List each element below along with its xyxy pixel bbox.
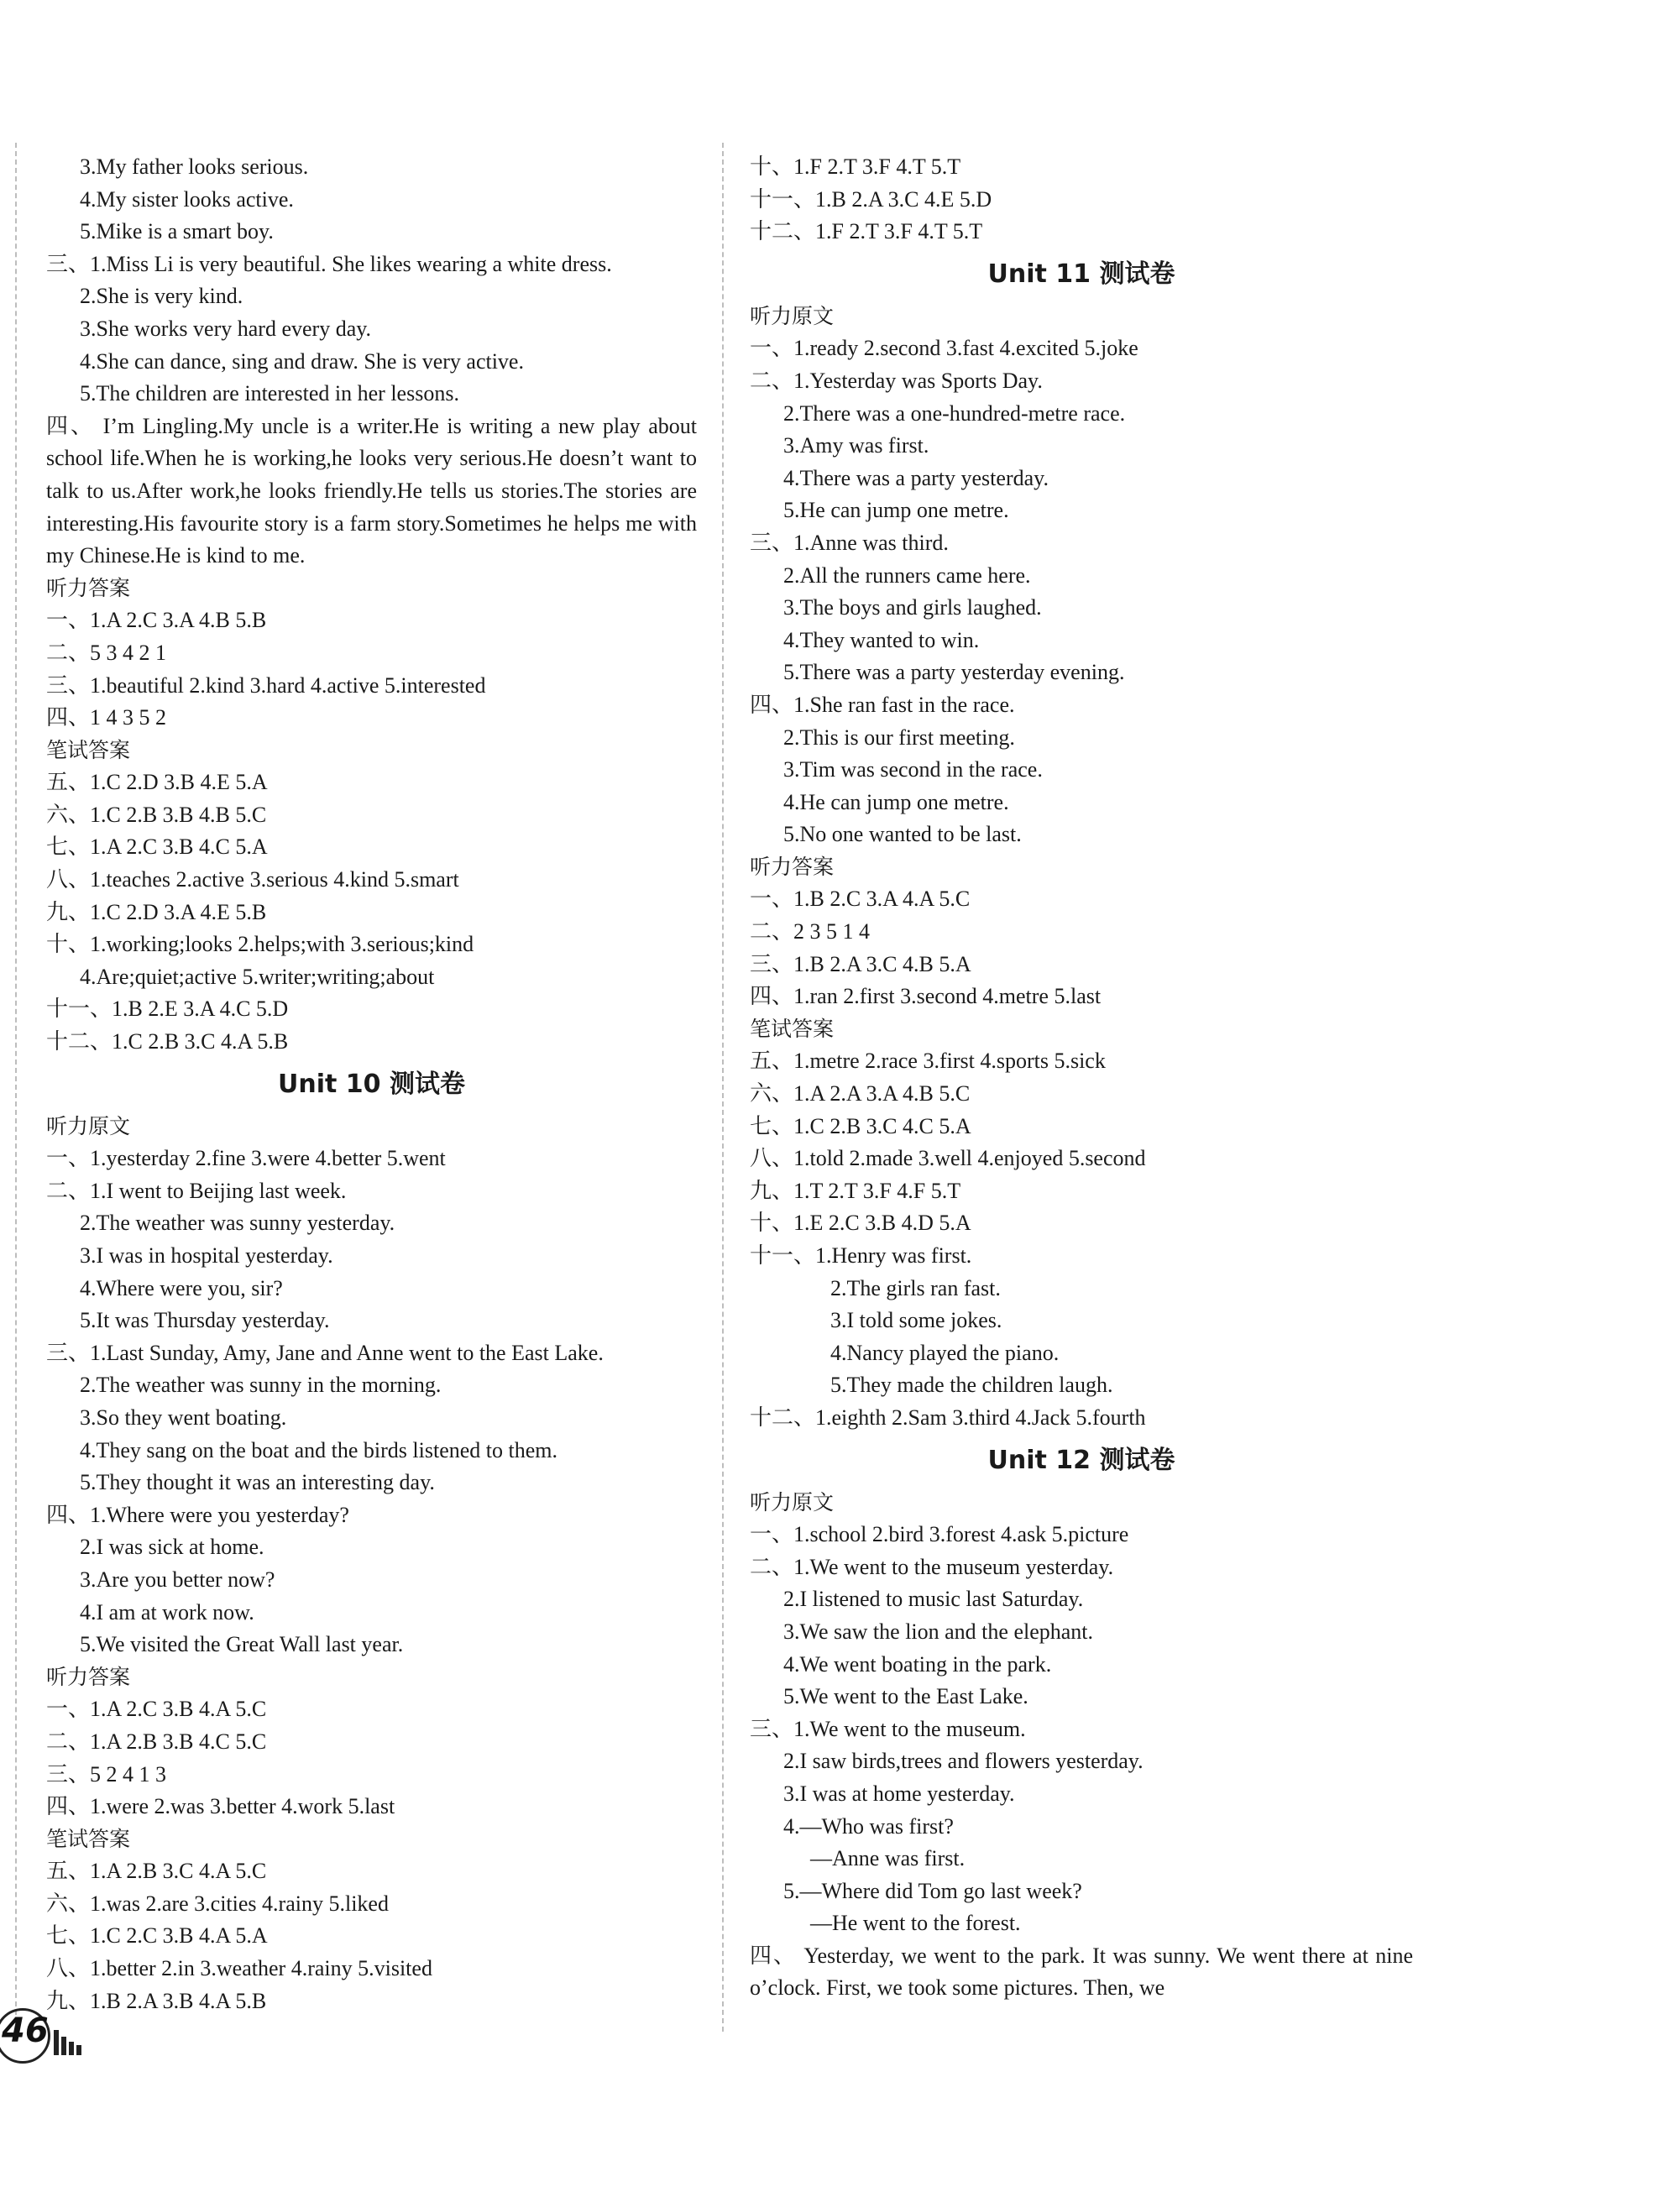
answer-line: 八、1.teaches 2.active 3.serious 4.kind 5.smart: [46, 867, 459, 892]
answer-line: 七、1.C 2.C 3.B 4.A 5.A: [46, 1923, 268, 1949]
unit10-section: [46, 1111, 697, 2018]
answer-line: 九、1.T 2.T 3.F 4.F 5.T: [750, 1178, 961, 1203]
answer-line: 二、1.We went to the museum yesterday.: [750, 1554, 1114, 1579]
answer-line: 十二、1.eighth 2.Sam 3.third 4.Jack 5.fourth: [750, 1405, 1146, 1430]
answer-line: 5.It was Thursday yesterday.: [80, 1308, 330, 1333]
answer-line: 3.I was in hospital yesterday.: [80, 1243, 333, 1268]
answer-line: 一、1.A 2.C 3.B 4.A 5.C: [46, 1697, 267, 1722]
answer-line: 十、1.F 2.T 3.F 4.T 5.T: [750, 154, 961, 179]
unit12-section: [750, 1487, 1413, 1940]
answer-line: 二、1.I went to Beijing last week.: [46, 1178, 347, 1203]
unit9-answer-key: [46, 573, 697, 1059]
answer-line: 3.My father looks serious.: [80, 154, 309, 179]
answer-line: 5.We visited the Great Wall last year.: [80, 1632, 404, 1657]
answer-line: 四、1.were 2.was 3.better 4.work 5.last: [46, 1794, 395, 1819]
answer-line: 3.Are you better now?: [80, 1567, 275, 1592]
answer-line: 3.Amy was first.: [783, 433, 929, 458]
section-heading: 听力原文: [46, 1113, 131, 1138]
answer-line: 八、1.told 2.made 3.well 4.enjoyed 5.second: [750, 1146, 1146, 1171]
answer-line: 六、1.A 2.A 3.A 4.B 5.C: [750, 1081, 971, 1106]
answer-line: 5.They thought it was an interesting day.: [80, 1470, 435, 1495]
answer-line: 九、1.B 2.A 3.B 4.A 5.B: [46, 1988, 267, 2013]
answer-line: 七、1.C 2.B 3.C 4.C 5.A: [750, 1113, 971, 1138]
answer-line: 二、5 3 4 2 1: [46, 640, 167, 665]
answer-line: 4.She can dance, sing and draw. She is very active.: [80, 348, 524, 374]
answer-line: 三、1.Miss Li is very beautiful. She likes wearing a white dress.: [46, 251, 612, 276]
answer-line: 十二、1.F 2.T 3.F 4.T 5.T: [750, 219, 983, 244]
answer-line: 二、1.A 2.B 3.B 4.C 5.C: [46, 1729, 267, 1754]
answer-line: 2.The weather was sunny yesterday.: [80, 1211, 395, 1236]
answer-line: 四、1.She ran fast in the race.: [750, 692, 1015, 717]
answer-line: 三、5 2 4 1 3: [46, 1761, 167, 1787]
answer-line: 一、1.yesterday 2.fine 3.were 4.better 5.went: [46, 1146, 446, 1171]
answer-line: 三、1.We went to the museum.: [750, 1716, 1026, 1741]
unit10-answers-cont: [750, 151, 1413, 248]
answer-line: 一、1.ready 2.second 3.fast 4.excited 5.joke: [750, 336, 1138, 361]
answer-line: 十一、1.B 2.A 3.C 4.E 5.D: [750, 186, 992, 212]
unit10-title: Unit 10 测试卷: [278, 1069, 465, 1099]
answer-line: 5.—Where did Tom go last week?: [783, 1878, 1082, 1903]
answer-line: 四、1.Where were you yesterday?: [46, 1502, 349, 1527]
section-heading: 听力答案: [46, 575, 131, 600]
answer-line: 4.I am at work now.: [80, 1599, 254, 1624]
answer-line: 3.The boys and girls laughed.: [783, 595, 1042, 620]
answer-line: 一、1.A 2.C 3.A 4.B 5.B: [46, 608, 267, 633]
answer-line: 十、1.E 2.C 3.B 4.D 5.A: [750, 1211, 971, 1236]
column-divider: [722, 143, 724, 2032]
answer-line: 四、1.ran 2.first 3.second 4.metre 5.last: [750, 984, 1102, 1009]
answer-line: 四、1 4 3 5 2: [46, 705, 167, 730]
page-number: 46: [2, 2012, 49, 2050]
answer-line: 4.My sister looks active.: [80, 186, 294, 212]
answer-line: 2.She is very kind.: [80, 284, 243, 309]
answer-line: 一、1.B 2.C 3.A 4.A 5.C: [750, 887, 971, 912]
answer-line: 十一、1.Henry was first.: [750, 1243, 972, 1268]
answer-line: 2.All the runners came here.: [783, 562, 1031, 588]
answer-line: 十一、1.B 2.E 3.A 4.C 5.D: [46, 997, 289, 1022]
answer-line: 2.I was sick at home.: [80, 1535, 264, 1560]
page-number-badge: [0, 2005, 92, 2064]
answer-line: 十、1.working;looks 2.helps;with 3.serious;kind: [46, 932, 474, 957]
answer-line: 九、1.C 2.D 3.A 4.E 5.B: [46, 899, 267, 924]
answer-line: 二、1.Yesterday was Sports Day.: [750, 368, 1043, 393]
answer-line: 一、1.school 2.bird 3.forest 4.ask 5.picture: [750, 1522, 1129, 1547]
answer-line: 4.There was a party yesterday.: [783, 465, 1049, 490]
answer-line: —He went to the forest.: [810, 1911, 1021, 1936]
answer-line: 六、1.C 2.B 3.B 4.B 5.C: [46, 802, 267, 827]
right-column: [750, 151, 1413, 2005]
answer-line: 5.Mike is a smart boy.: [80, 219, 274, 244]
answer-line: 5.We went to the East Lake.: [783, 1684, 1028, 1709]
answer-line: 五、1.A 2.B 3.C 4.A 5.C: [46, 1859, 267, 1884]
section-heading: 笔试答案: [46, 737, 131, 762]
answer-line: 七、1.A 2.C 3.B 4.C 5.A: [46, 834, 268, 860]
answer-line: 十二、1.C 2.B 3.C 4.A 5.B: [46, 1029, 289, 1054]
answer-line: 三、1.Anne was third.: [750, 530, 949, 555]
unit12-title: Unit 12 测试卷: [987, 1445, 1175, 1475]
answer-line: 2.I listened to music last Saturday.: [783, 1587, 1084, 1612]
section-heading: 听力原文: [750, 303, 835, 328]
left-column: [46, 151, 697, 2017]
bars-icon: [54, 2030, 84, 2055]
answer-line: 二、2 3 5 1 4: [750, 919, 871, 944]
writing-sample-paragraph: 四、 I’m Lingling.My uncle is a writer.He is writing a new play about school life.When he is working,he looks very serious.He doesn’t want to talk to us.After work,he looks friendly.He tells us stories.The stories are interesting.His favourite story is a farm story.Sometimes he helps me with my Chinese.He is kind to me.: [46, 413, 697, 568]
answer-line: 4.They sang on the boat and the birds listened to them.: [80, 1437, 557, 1462]
answer-line: 3.We saw the lion and the elephant.: [783, 1619, 1094, 1644]
answer-line: 2.This is our first meeting.: [783, 725, 1015, 750]
section-heading: 听力答案: [750, 854, 835, 879]
answer-line: 五、1.metre 2.race 3.first 4.sports 5.sick: [750, 1049, 1106, 1074]
answer-line: 5.No one wanted to be last.: [783, 822, 1022, 847]
answer-line: 3.Tim was second in the race.: [783, 757, 1043, 782]
answer-line: 3.I told some jokes.: [830, 1308, 1002, 1333]
answer-line: 4.Where were you, sir?: [80, 1275, 283, 1300]
unit11-section: [750, 301, 1413, 1435]
answer-line: 三、1.B 2.A 3.C 4.B 5.A: [750, 951, 971, 976]
answer-line: 5.The children are interested in her lessons.: [80, 381, 459, 406]
answer-line: 2.The girls ran fast.: [830, 1275, 1001, 1300]
answer-line: 4.They wanted to win.: [783, 627, 980, 652]
answer-line: 4.—Who was first?: [783, 1813, 954, 1839]
answer-line: 4.Are;quiet;active 5.writer;writing;about: [80, 964, 435, 989]
answer-line: 八、1.better 2.in 3.weather 4.rainy 5.visited: [46, 1956, 432, 1981]
answer-line: 3.So they went boating.: [80, 1405, 287, 1430]
section-heading: 听力原文: [750, 1489, 835, 1515]
answer-line: 4.We went boating in the park.: [783, 1651, 1052, 1677]
answer-line: —Anne was first.: [810, 1846, 966, 1871]
answer-line: 4.Nancy played the piano.: [830, 1340, 1060, 1365]
answer-line: 5.They made the children laugh.: [830, 1373, 1113, 1398]
section-heading: 笔试答案: [750, 1016, 835, 1041]
answer-line: 5.There was a party yesterday evening.: [783, 660, 1125, 685]
answer-line: 3.She works very hard every day.: [80, 316, 372, 341]
left-margin-line: [15, 143, 17, 2032]
answer-line: 2.There was a one-hundred-metre race.: [783, 400, 1126, 426]
section-heading: 听力答案: [46, 1664, 131, 1689]
unit11-title: Unit 11 测试卷: [987, 259, 1175, 289]
unit9-answers-cont: [46, 151, 697, 411]
answer-line: 3.I was at home yesterday.: [783, 1781, 1015, 1806]
unit12-passage: 四、 Yesterday, we went to the park. It was sunny. We went there at nine o’clock. First, we took some pictures. Then, we: [750, 1943, 1413, 2001]
answer-line: 5.He can jump one metre.: [783, 498, 1009, 523]
answer-line: 2.I saw birds,trees and flowers yesterday.: [783, 1749, 1144, 1774]
answer-line: 2.The weather was sunny in the morning.: [80, 1373, 442, 1398]
answer-line: 三、1.Last Sunday, Amy, Jane and Anne went to the East Lake.: [46, 1340, 604, 1365]
answer-line: 4.He can jump one metre.: [783, 789, 1009, 814]
answer-line: 三、1.beautiful 2.kind 3.hard 4.active 5.interested: [46, 672, 486, 698]
answer-line: 五、1.C 2.D 3.B 4.E 5.A: [46, 770, 268, 795]
section-heading: 笔试答案: [46, 1826, 131, 1851]
answer-line: 六、1.was 2.are 3.cities 4.rainy 5.liked: [46, 1891, 389, 1916]
